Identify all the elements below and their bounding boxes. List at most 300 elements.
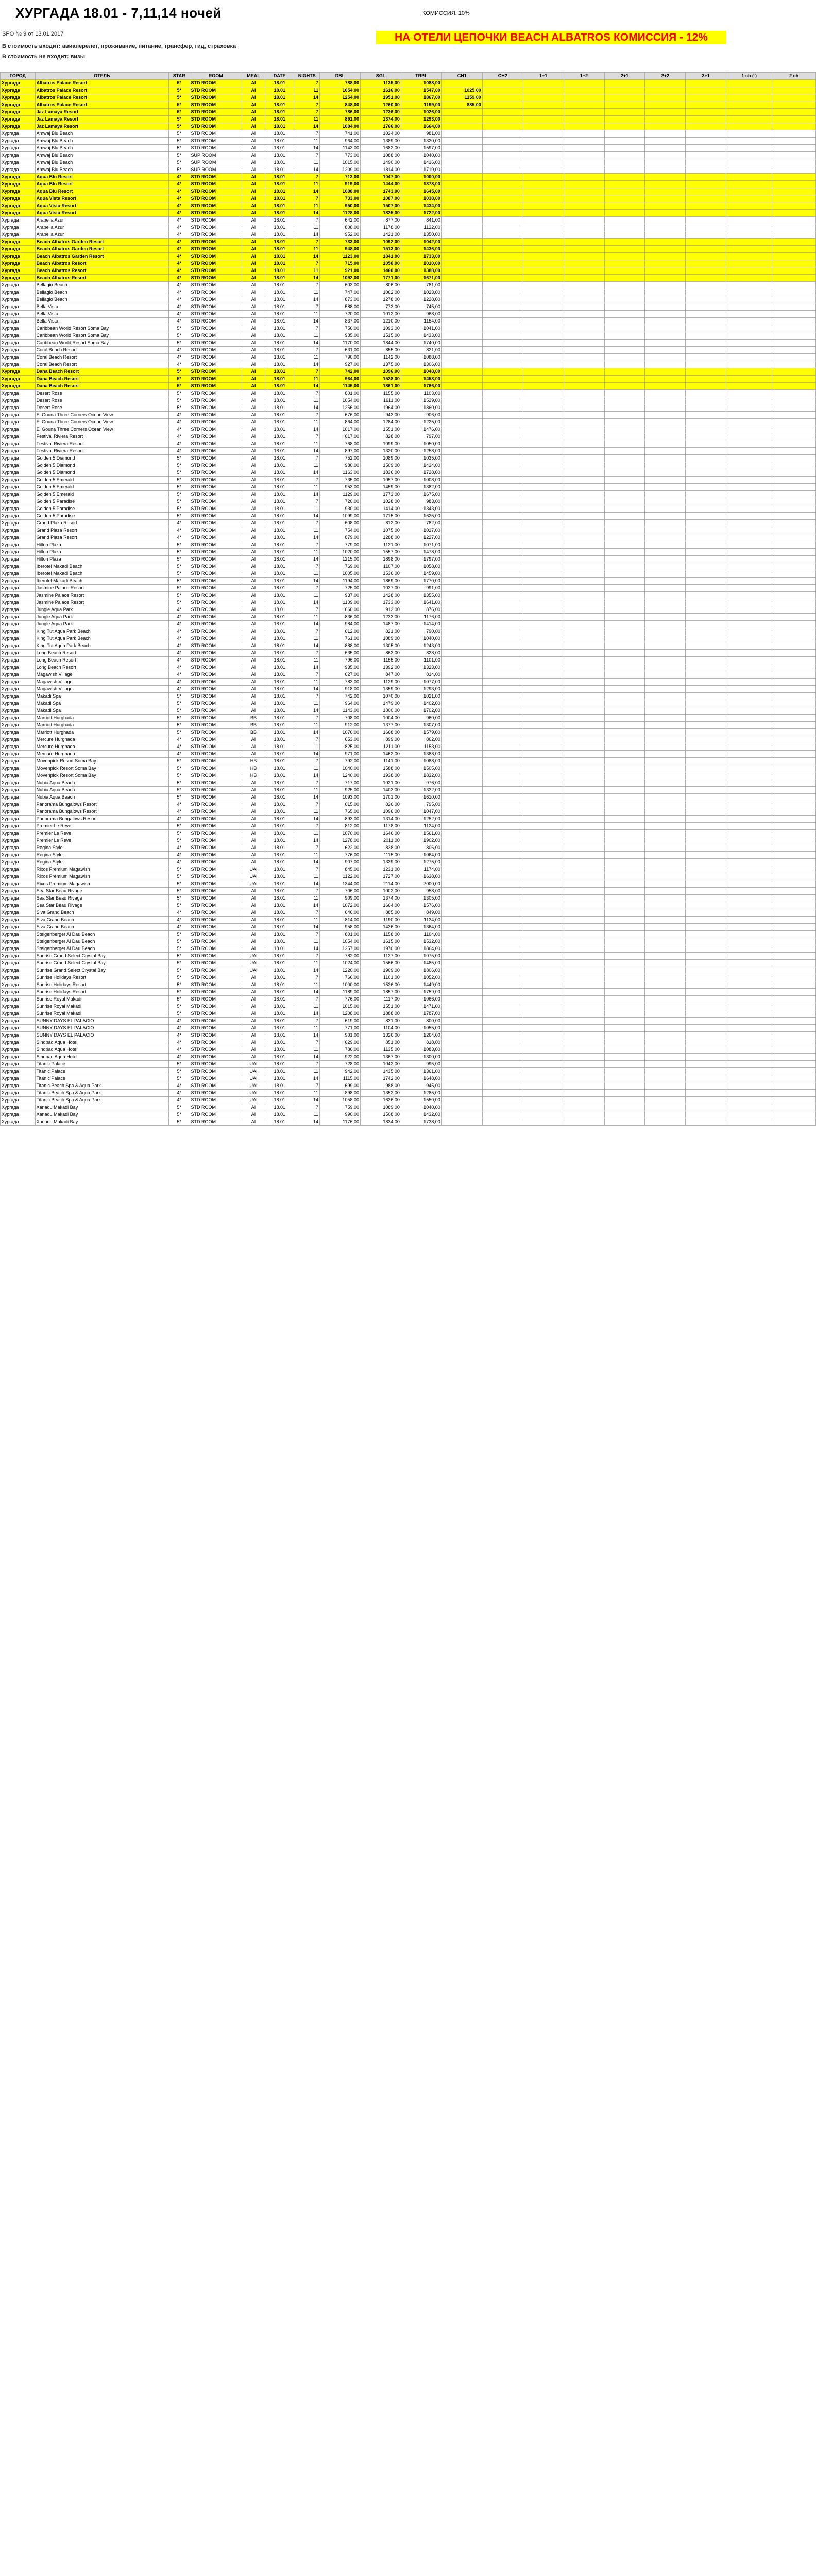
table-cell[interactable]: 4* bbox=[168, 224, 190, 231]
table-cell[interactable]: 5* bbox=[168, 830, 190, 837]
hotel-name-cell[interactable]: Jaz Lamaya Resort bbox=[35, 123, 168, 130]
table-cell[interactable]: 5* bbox=[168, 953, 190, 960]
table-cell[interactable]: 1814,00 bbox=[360, 166, 401, 174]
table-cell[interactable] bbox=[726, 924, 772, 931]
table-cell[interactable] bbox=[523, 498, 564, 505]
hotel-name-cell[interactable]: Movenpick Resort Soma Bay bbox=[35, 772, 168, 779]
table-cell[interactable]: 1374,00 bbox=[360, 116, 401, 123]
table-cell[interactable]: AI bbox=[242, 642, 265, 650]
table-cell[interactable]: 4* bbox=[168, 289, 190, 296]
table-cell[interactable]: STD ROOM bbox=[190, 578, 242, 585]
table-cell[interactable]: AI bbox=[242, 700, 265, 707]
table-cell[interactable]: 1588,00 bbox=[360, 765, 401, 772]
table-cell[interactable]: 1964,00 bbox=[360, 404, 401, 412]
table-cell[interactable] bbox=[726, 960, 772, 967]
table-cell[interactable] bbox=[686, 859, 726, 866]
table-cell[interactable] bbox=[604, 794, 645, 801]
table-cell[interactable] bbox=[686, 534, 726, 541]
table-cell[interactable]: 14 bbox=[294, 318, 320, 325]
table-cell[interactable] bbox=[604, 267, 645, 275]
table-cell[interactable] bbox=[726, 181, 772, 188]
table-cell[interactable] bbox=[523, 700, 564, 707]
table-cell[interactable] bbox=[726, 635, 772, 642]
table-cell[interactable] bbox=[772, 332, 816, 340]
table-cell[interactable] bbox=[604, 772, 645, 779]
table-cell[interactable] bbox=[686, 505, 726, 513]
table-cell[interactable] bbox=[726, 412, 772, 419]
table-cell[interactable]: 5* bbox=[168, 974, 190, 981]
table-cell[interactable] bbox=[523, 527, 564, 534]
table-cell[interactable] bbox=[482, 390, 523, 397]
table-cell[interactable]: AI bbox=[242, 628, 265, 635]
table-cell[interactable] bbox=[686, 1046, 726, 1054]
table-cell[interactable]: Хургада bbox=[1, 462, 36, 469]
table-cell[interactable] bbox=[441, 686, 482, 693]
table-cell[interactable] bbox=[523, 902, 564, 909]
table-cell[interactable]: STD ROOM bbox=[190, 765, 242, 772]
table-cell[interactable] bbox=[686, 260, 726, 267]
table-cell[interactable] bbox=[772, 275, 816, 282]
table-cell[interactable]: 1414,00 bbox=[360, 505, 401, 513]
table-cell[interactable]: 14 bbox=[294, 686, 320, 693]
table-cell[interactable]: 1382,00 bbox=[401, 484, 441, 491]
table-cell[interactable] bbox=[686, 686, 726, 693]
table-cell[interactable]: STD ROOM bbox=[190, 1068, 242, 1075]
table-cell[interactable]: 18.01 bbox=[265, 368, 294, 376]
table-cell[interactable]: STD ROOM bbox=[190, 924, 242, 931]
table-cell[interactable] bbox=[604, 303, 645, 311]
table-cell[interactable]: Хургада bbox=[1, 671, 36, 679]
table-cell[interactable]: 14 bbox=[294, 578, 320, 585]
table-cell[interactable]: 1008,00 bbox=[401, 477, 441, 484]
table-cell[interactable] bbox=[686, 101, 726, 109]
table-cell[interactable]: 1220,00 bbox=[320, 967, 361, 974]
table-cell[interactable] bbox=[726, 953, 772, 960]
table-cell[interactable]: 1026,00 bbox=[401, 109, 441, 116]
table-cell[interactable] bbox=[604, 909, 645, 917]
table-cell[interactable]: 18.01 bbox=[265, 578, 294, 585]
table-cell[interactable] bbox=[772, 347, 816, 354]
table-cell[interactable]: Хургада bbox=[1, 852, 36, 859]
table-cell[interactable]: 990,00 bbox=[320, 1111, 361, 1118]
hotel-name-cell[interactable]: Grand Plaza Resort bbox=[35, 527, 168, 534]
table-cell[interactable]: 1867,00 bbox=[401, 94, 441, 101]
table-cell[interactable] bbox=[726, 253, 772, 260]
table-cell[interactable]: 814,00 bbox=[401, 671, 441, 679]
hotel-name-cell[interactable]: Titanic Beach Spa & Aqua Park bbox=[35, 1082, 168, 1090]
table-cell[interactable]: Хургада bbox=[1, 556, 36, 563]
table-cell[interactable] bbox=[604, 837, 645, 844]
table-cell[interactable] bbox=[564, 87, 604, 94]
table-cell[interactable]: STD ROOM bbox=[190, 368, 242, 376]
table-cell[interactable] bbox=[523, 657, 564, 664]
table-cell[interactable]: UAI bbox=[242, 953, 265, 960]
table-cell[interactable] bbox=[645, 282, 686, 289]
table-cell[interactable] bbox=[604, 412, 645, 419]
table-cell[interactable]: 11 bbox=[294, 700, 320, 707]
table-cell[interactable] bbox=[482, 195, 523, 202]
table-cell[interactable] bbox=[564, 917, 604, 924]
table-cell[interactable]: 7 bbox=[294, 1082, 320, 1090]
table-cell[interactable] bbox=[686, 967, 726, 974]
table-cell[interactable]: 4* bbox=[168, 361, 190, 368]
table-cell[interactable]: AI bbox=[242, 816, 265, 823]
table-cell[interactable]: 952,00 bbox=[320, 231, 361, 239]
table-cell[interactable]: STD ROOM bbox=[190, 289, 242, 296]
table-cell[interactable] bbox=[726, 527, 772, 534]
table-cell[interactable]: 837,00 bbox=[320, 318, 361, 325]
table-cell[interactable] bbox=[772, 808, 816, 816]
table-cell[interactable]: 11 bbox=[294, 1111, 320, 1118]
table-cell[interactable] bbox=[441, 700, 482, 707]
table-cell[interactable]: 7 bbox=[294, 628, 320, 635]
table-cell[interactable] bbox=[604, 318, 645, 325]
column-header[interactable]: 2+2 bbox=[645, 73, 686, 80]
table-cell[interactable] bbox=[726, 246, 772, 253]
table-cell[interactable]: 5* bbox=[168, 455, 190, 462]
table-cell[interactable] bbox=[523, 448, 564, 455]
hotel-name-cell[interactable]: Beach Albatros Garden Resort bbox=[35, 246, 168, 253]
table-cell[interactable]: 806,00 bbox=[360, 282, 401, 289]
table-cell[interactable] bbox=[686, 145, 726, 152]
table-cell[interactable] bbox=[482, 505, 523, 513]
table-cell[interactable] bbox=[726, 1054, 772, 1061]
table-cell[interactable] bbox=[686, 210, 726, 217]
table-cell[interactable] bbox=[645, 700, 686, 707]
table-cell[interactable]: 4* bbox=[168, 282, 190, 289]
hotel-name-cell[interactable]: Siva Grand Beach bbox=[35, 917, 168, 924]
table-cell[interactable]: 5* bbox=[168, 130, 190, 138]
table-cell[interactable]: Хургада bbox=[1, 1118, 36, 1126]
hotel-name-cell[interactable]: Amwaj Blu Beach bbox=[35, 145, 168, 152]
table-cell[interactable]: 18.01 bbox=[265, 513, 294, 520]
table-cell[interactable]: 7 bbox=[294, 953, 320, 960]
table-cell[interactable]: AI bbox=[242, 275, 265, 282]
table-cell[interactable] bbox=[604, 960, 645, 967]
table-cell[interactable] bbox=[482, 253, 523, 260]
table-cell[interactable] bbox=[604, 202, 645, 210]
table-cell[interactable] bbox=[482, 296, 523, 303]
table-cell[interactable]: 5* bbox=[168, 462, 190, 469]
table-cell[interactable] bbox=[604, 787, 645, 794]
table-cell[interactable] bbox=[686, 1025, 726, 1032]
table-cell[interactable] bbox=[686, 1118, 726, 1126]
table-cell[interactable]: 1462,00 bbox=[360, 751, 401, 758]
table-cell[interactable] bbox=[564, 556, 604, 563]
table-cell[interactable] bbox=[564, 981, 604, 989]
table-cell[interactable]: Хургада bbox=[1, 736, 36, 743]
table-cell[interactable]: Хургада bbox=[1, 87, 36, 94]
table-cell[interactable]: Хургада bbox=[1, 679, 36, 686]
table-cell[interactable] bbox=[772, 404, 816, 412]
table-cell[interactable]: STD ROOM bbox=[190, 938, 242, 945]
table-cell[interactable]: 725,00 bbox=[320, 585, 361, 592]
table-cell[interactable]: 5* bbox=[168, 873, 190, 880]
table-cell[interactable]: 1343,00 bbox=[401, 505, 441, 513]
table-cell[interactable] bbox=[772, 267, 816, 275]
table-cell[interactable] bbox=[772, 311, 816, 318]
table-cell[interactable]: 629,00 bbox=[320, 1039, 361, 1046]
table-cell[interactable] bbox=[686, 195, 726, 202]
table-cell[interactable] bbox=[645, 852, 686, 859]
table-cell[interactable]: 14 bbox=[294, 448, 320, 455]
table-cell[interactable] bbox=[604, 938, 645, 945]
table-cell[interactable] bbox=[523, 1046, 564, 1054]
table-cell[interactable]: 1047,00 bbox=[360, 174, 401, 181]
table-cell[interactable]: 1485,00 bbox=[401, 960, 441, 967]
table-cell[interactable]: AI bbox=[242, 469, 265, 477]
table-cell[interactable] bbox=[686, 909, 726, 917]
table-cell[interactable]: STD ROOM bbox=[190, 570, 242, 578]
table-cell[interactable] bbox=[726, 145, 772, 152]
table-cell[interactable] bbox=[604, 628, 645, 635]
table-cell[interactable]: 18.01 bbox=[265, 1097, 294, 1104]
table-cell[interactable]: 5* bbox=[168, 880, 190, 888]
hotel-name-cell[interactable]: Magawish Village bbox=[35, 679, 168, 686]
table-cell[interactable] bbox=[686, 945, 726, 953]
table-cell[interactable] bbox=[604, 195, 645, 202]
table-cell[interactable] bbox=[772, 974, 816, 981]
table-cell[interactable] bbox=[564, 765, 604, 772]
table-cell[interactable]: 991,00 bbox=[401, 585, 441, 592]
table-cell[interactable]: AI bbox=[242, 527, 265, 534]
table-cell[interactable]: 7 bbox=[294, 1061, 320, 1068]
table-cell[interactable]: 5* bbox=[168, 888, 190, 895]
table-cell[interactable] bbox=[686, 181, 726, 188]
table-cell[interactable]: 11 bbox=[294, 419, 320, 426]
table-cell[interactable] bbox=[726, 729, 772, 736]
table-cell[interactable]: 937,00 bbox=[320, 592, 361, 599]
table-cell[interactable]: Хургада bbox=[1, 628, 36, 635]
table-cell[interactable] bbox=[645, 953, 686, 960]
table-cell[interactable] bbox=[772, 772, 816, 779]
table-cell[interactable] bbox=[726, 945, 772, 953]
table-cell[interactable] bbox=[604, 707, 645, 715]
table-cell[interactable] bbox=[441, 159, 482, 166]
table-cell[interactable]: 1844,00 bbox=[360, 340, 401, 347]
table-cell[interactable] bbox=[726, 664, 772, 671]
table-cell[interactable]: 7 bbox=[294, 996, 320, 1003]
table-cell[interactable] bbox=[482, 981, 523, 989]
table-cell[interactable]: AI bbox=[242, 895, 265, 902]
table-cell[interactable] bbox=[686, 325, 726, 332]
table-cell[interactable] bbox=[686, 693, 726, 700]
table-cell[interactable] bbox=[441, 289, 482, 296]
table-cell[interactable]: AI bbox=[242, 138, 265, 145]
table-cell[interactable] bbox=[482, 520, 523, 527]
table-cell[interactable] bbox=[564, 967, 604, 974]
table-cell[interactable] bbox=[604, 477, 645, 484]
table-cell[interactable]: 5* bbox=[168, 578, 190, 585]
table-cell[interactable]: Хургада bbox=[1, 873, 36, 880]
table-cell[interactable]: 18.01 bbox=[265, 419, 294, 426]
table-cell[interactable] bbox=[604, 570, 645, 578]
table-cell[interactable] bbox=[686, 758, 726, 765]
table-cell[interactable]: 1797,00 bbox=[401, 556, 441, 563]
hotel-name-cell[interactable]: Aqua Blu Resort bbox=[35, 181, 168, 188]
table-cell[interactable]: 783,00 bbox=[320, 679, 361, 686]
table-cell[interactable]: 660,00 bbox=[320, 606, 361, 614]
hotel-name-cell[interactable]: Titanic Palace bbox=[35, 1075, 168, 1082]
table-cell[interactable] bbox=[441, 635, 482, 642]
table-cell[interactable]: STD ROOM bbox=[190, 657, 242, 664]
table-cell[interactable]: AI bbox=[242, 794, 265, 801]
table-cell[interactable]: 1104,00 bbox=[401, 931, 441, 938]
table-cell[interactable] bbox=[441, 657, 482, 664]
hotel-name-cell[interactable]: Sindbad Aqua Hotel bbox=[35, 1046, 168, 1054]
table-cell[interactable] bbox=[604, 556, 645, 563]
table-cell[interactable] bbox=[604, 260, 645, 267]
table-cell[interactable] bbox=[441, 484, 482, 491]
table-cell[interactable] bbox=[564, 599, 604, 606]
table-cell[interactable] bbox=[645, 267, 686, 275]
table-cell[interactable]: 1727,00 bbox=[360, 873, 401, 880]
hotel-name-cell[interactable]: Steigenberger Al Dau Beach bbox=[35, 931, 168, 938]
table-cell[interactable]: 1832,00 bbox=[401, 772, 441, 779]
table-cell[interactable] bbox=[645, 513, 686, 520]
table-cell[interactable]: 1722,00 bbox=[401, 210, 441, 217]
table-cell[interactable]: 18.01 bbox=[265, 1046, 294, 1054]
table-cell[interactable]: STD ROOM bbox=[190, 758, 242, 765]
table-cell[interactable] bbox=[772, 123, 816, 130]
table-cell[interactable]: 4* bbox=[168, 448, 190, 455]
hotel-name-cell[interactable]: Coral Beach Resort bbox=[35, 347, 168, 354]
table-cell[interactable] bbox=[564, 152, 604, 159]
table-cell[interactable]: 1611,00 bbox=[360, 397, 401, 404]
table-cell[interactable]: STD ROOM bbox=[190, 383, 242, 390]
table-cell[interactable] bbox=[523, 917, 564, 924]
table-cell[interactable]: 1836,00 bbox=[360, 469, 401, 477]
table-cell[interactable]: 1671,00 bbox=[401, 275, 441, 282]
table-cell[interactable] bbox=[645, 1097, 686, 1104]
table-cell[interactable] bbox=[441, 852, 482, 859]
table-cell[interactable]: STD ROOM bbox=[190, 859, 242, 866]
table-cell[interactable] bbox=[482, 145, 523, 152]
table-cell[interactable] bbox=[564, 1054, 604, 1061]
table-cell[interactable] bbox=[564, 953, 604, 960]
table-cell[interactable] bbox=[772, 376, 816, 383]
table-cell[interactable] bbox=[564, 303, 604, 311]
table-cell[interactable]: Хургада bbox=[1, 210, 36, 217]
table-cell[interactable] bbox=[564, 527, 604, 534]
table-cell[interactable]: 18.01 bbox=[265, 570, 294, 578]
table-cell[interactable] bbox=[441, 751, 482, 758]
table-cell[interactable]: 612,00 bbox=[320, 628, 361, 635]
table-cell[interactable] bbox=[772, 181, 816, 188]
table-cell[interactable]: Хургада bbox=[1, 693, 36, 700]
table-cell[interactable] bbox=[645, 621, 686, 628]
table-cell[interactable]: 885,00 bbox=[360, 909, 401, 917]
table-cell[interactable] bbox=[523, 1118, 564, 1126]
hotel-name-cell[interactable]: Mercure Hurghada bbox=[35, 751, 168, 758]
table-cell[interactable]: STD ROOM bbox=[190, 888, 242, 895]
table-cell[interactable]: STD ROOM bbox=[190, 239, 242, 246]
table-cell[interactable] bbox=[523, 354, 564, 361]
table-cell[interactable]: 18.01 bbox=[265, 217, 294, 224]
table-cell[interactable] bbox=[482, 1003, 523, 1010]
table-cell[interactable] bbox=[772, 823, 816, 830]
table-cell[interactable]: AI bbox=[242, 181, 265, 188]
table-cell[interactable]: 1225,00 bbox=[401, 419, 441, 426]
table-cell[interactable]: 18.01 bbox=[265, 404, 294, 412]
table-cell[interactable] bbox=[772, 195, 816, 202]
table-cell[interactable]: 5* bbox=[168, 1075, 190, 1082]
table-cell[interactable]: 18.01 bbox=[265, 794, 294, 801]
table-cell[interactable] bbox=[772, 303, 816, 311]
table-cell[interactable] bbox=[604, 289, 645, 296]
table-cell[interactable] bbox=[441, 217, 482, 224]
table-cell[interactable] bbox=[686, 1010, 726, 1018]
table-cell[interactable]: 1285,00 bbox=[401, 1090, 441, 1097]
table-cell[interactable]: 847,00 bbox=[360, 671, 401, 679]
table-cell[interactable]: Хургада bbox=[1, 686, 36, 693]
table-cell[interactable] bbox=[686, 563, 726, 570]
table-cell[interactable] bbox=[772, 534, 816, 541]
table-cell[interactable] bbox=[564, 549, 604, 556]
table-cell[interactable]: 964,00 bbox=[320, 138, 361, 145]
table-cell[interactable] bbox=[482, 996, 523, 1003]
table-cell[interactable] bbox=[772, 246, 816, 253]
table-cell[interactable] bbox=[645, 578, 686, 585]
table-cell[interactable] bbox=[645, 888, 686, 895]
table-cell[interactable] bbox=[645, 109, 686, 116]
table-cell[interactable]: 953,00 bbox=[320, 484, 361, 491]
table-cell[interactable] bbox=[686, 433, 726, 440]
table-cell[interactable]: 1145,00 bbox=[320, 383, 361, 390]
table-cell[interactable] bbox=[564, 484, 604, 491]
table-cell[interactable]: AI bbox=[242, 159, 265, 166]
table-cell[interactable]: 11 bbox=[294, 246, 320, 253]
table-cell[interactable] bbox=[726, 974, 772, 981]
table-cell[interactable] bbox=[645, 736, 686, 743]
table-cell[interactable]: Хургада bbox=[1, 1068, 36, 1075]
table-cell[interactable]: 4* bbox=[168, 679, 190, 686]
table-cell[interactable] bbox=[726, 614, 772, 621]
table-cell[interactable] bbox=[564, 101, 604, 109]
table-cell[interactable] bbox=[645, 224, 686, 231]
table-cell[interactable]: 4* bbox=[168, 1032, 190, 1039]
table-cell[interactable] bbox=[482, 109, 523, 116]
table-cell[interactable] bbox=[726, 830, 772, 837]
table-cell[interactable] bbox=[772, 455, 816, 462]
table-cell[interactable]: Хургада bbox=[1, 80, 36, 87]
table-cell[interactable] bbox=[645, 340, 686, 347]
hotel-name-cell[interactable]: Beach Albatros Resort bbox=[35, 267, 168, 275]
table-cell[interactable]: 5* bbox=[168, 931, 190, 938]
table-cell[interactable] bbox=[441, 332, 482, 340]
table-cell[interactable] bbox=[726, 303, 772, 311]
table-cell[interactable]: 1058,00 bbox=[360, 260, 401, 267]
table-cell[interactable]: 18.01 bbox=[265, 981, 294, 989]
table-cell[interactable]: 1210,00 bbox=[360, 318, 401, 325]
table-cell[interactable]: 18.01 bbox=[265, 397, 294, 404]
column-header[interactable]: MEAL bbox=[242, 73, 265, 80]
hotel-name-cell[interactable]: Sunrise Grand Select Crystal Bay bbox=[35, 953, 168, 960]
table-cell[interactable]: 11 bbox=[294, 765, 320, 772]
table-cell[interactable]: 899,00 bbox=[360, 736, 401, 743]
table-cell[interactable]: 826,00 bbox=[360, 801, 401, 808]
table-cell[interactable] bbox=[686, 974, 726, 981]
table-cell[interactable] bbox=[772, 996, 816, 1003]
table-cell[interactable] bbox=[564, 772, 604, 779]
table-cell[interactable]: 11 bbox=[294, 1003, 320, 1010]
table-cell[interactable]: 828,00 bbox=[360, 433, 401, 440]
table-cell[interactable] bbox=[441, 1039, 482, 1046]
table-cell[interactable] bbox=[482, 469, 523, 477]
table-cell[interactable] bbox=[441, 267, 482, 275]
table-cell[interactable]: 18.01 bbox=[265, 974, 294, 981]
table-cell[interactable] bbox=[441, 188, 482, 195]
